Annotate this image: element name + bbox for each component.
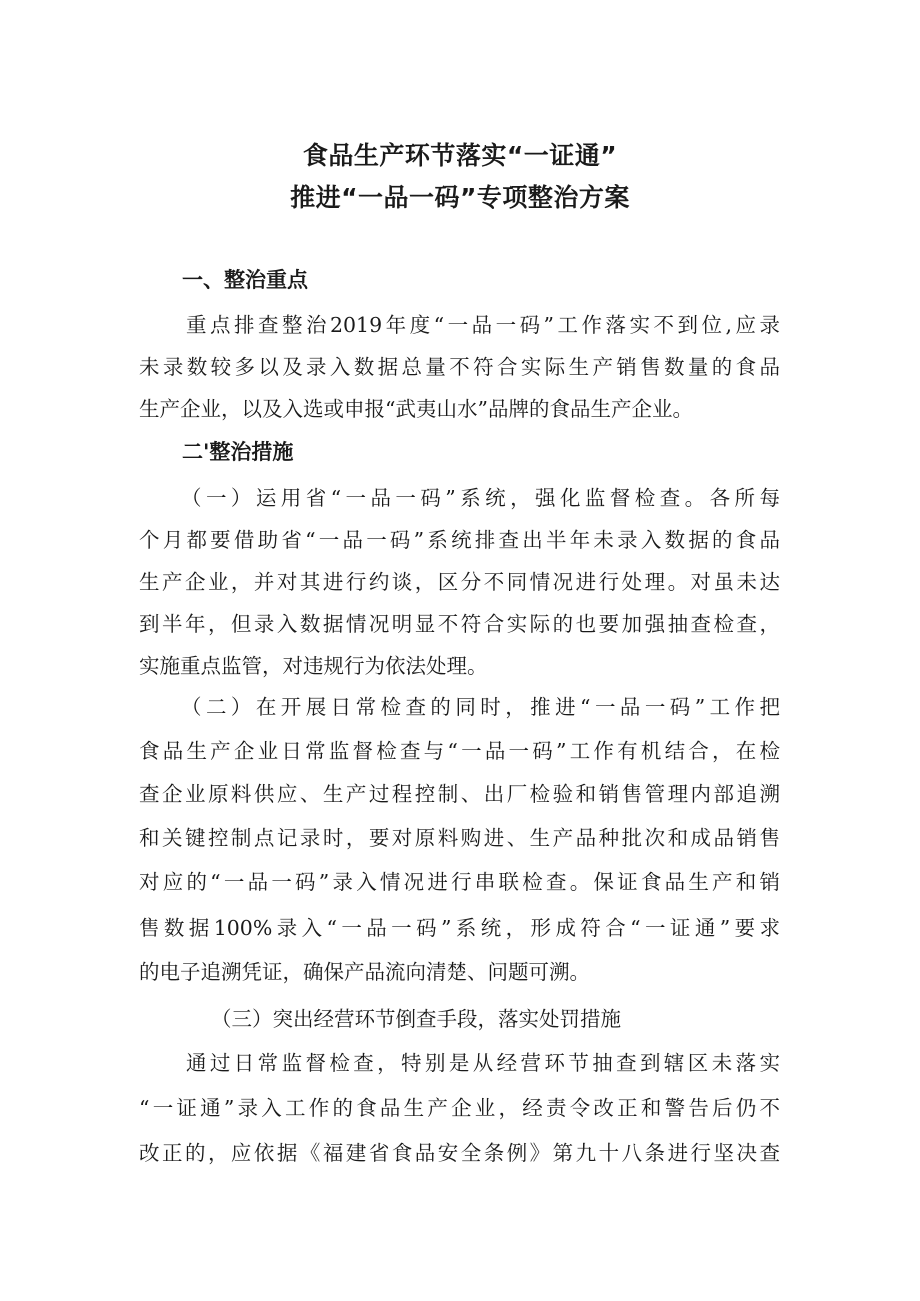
item3-line: 改正的，应依据《福建省食品安全条例》第九十八条进行坚决查 <box>139 1141 780 1165</box>
item3-heading: （三）突出经营环节倒查手段，落实处罚措施 <box>211 1007 621 1031</box>
document-title-line2: 推进“一品一码”专项整治方案 <box>290 183 630 212</box>
item3-line: 通过日常监督检查，特别是从经营环节抽查到辖区未落实 <box>186 1051 780 1075</box>
item1-line: 到半年，但录入数据情况明显不符合实际的也要加强抽查检查， <box>139 612 780 636</box>
item2-line: 查企业原料供应、生产过程控制、出厂检验和销售管理内部追溯 <box>139 782 780 806</box>
section2-heading: 二'整治措施 <box>182 440 294 464</box>
item2-line: 对应的“一品一码”录入情况进行串联检查。保证食品生产和销 <box>139 870 780 894</box>
item2-line: （二）在开展日常检查的同时，推进“一品一码”工作把 <box>181 695 780 719</box>
section1-paragraph-line: 未录数较多以及录入数据总量不符合实际生产销售数量的食品 <box>139 355 780 379</box>
item1-line: 个月都要借助省“一品一码”系统排查出半年未录入数据的食品 <box>139 528 780 552</box>
item2-line: 的电子追溯凭证，确保产品流向清楚、问题可溯。 <box>139 960 590 984</box>
section1-paragraph-line: 生产企业，以及入选或申报“武夷山水”品牌的食品生产企业。 <box>139 397 693 421</box>
document-title-line1: 食品生产环节落实“一证通” <box>302 141 618 170</box>
section1-paragraph-line: 重点排查整治2019年度“一品一码”工作落实不到位,应录 <box>186 313 780 337</box>
item2-line: 和关键控制点记录时，要对原料购进、生产品种批次和成品销售 <box>139 826 780 850</box>
item1-line: （一）运用省“一品一码”系统，强化监督检查。各所每 <box>181 486 780 510</box>
section1-heading: 一、整治重点 <box>182 268 308 292</box>
item2-line: 售数据100%录入“一品一码”系统，形成符合“一证通”要求 <box>139 916 780 940</box>
item1-line: 实施重点监管，对违规行为依法处理。 <box>139 654 488 678</box>
item2-line: 食品生产企业日常监督检查与“一品一码”工作有机结合，在检 <box>139 739 780 763</box>
item3-line: “一证通”录入工作的食品生产企业，经责令改正和警告后仍不 <box>139 1096 780 1120</box>
item1-line: 生产企业，并对其进行约谈，区分不同情况进行处理。对虽未达 <box>139 570 780 594</box>
